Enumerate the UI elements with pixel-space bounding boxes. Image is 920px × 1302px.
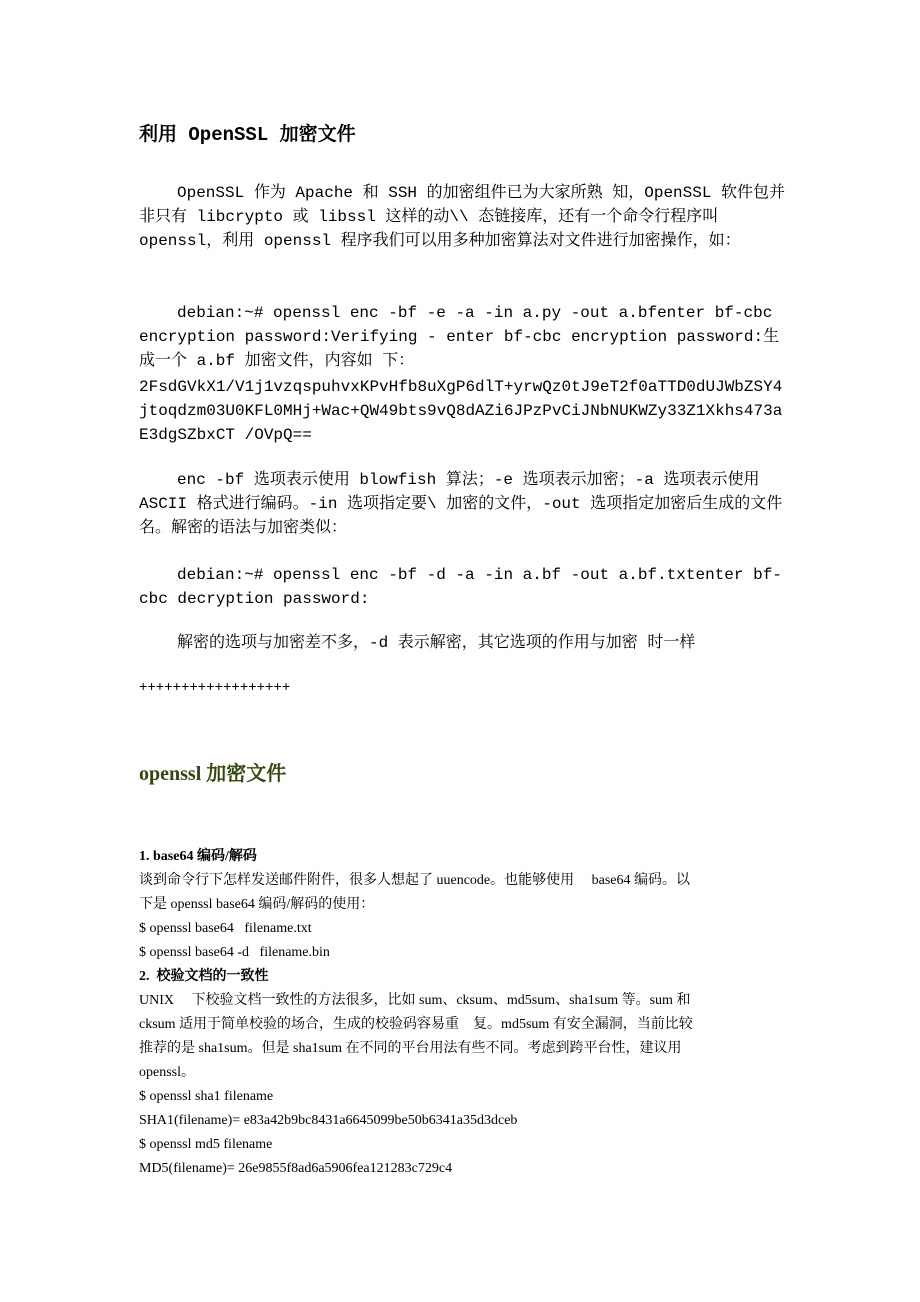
md5-output: MD5(filename)= 26e9855f8ad6a5906fea121283c729c4 bbox=[139, 1161, 453, 1176]
checksum-text-line: openssl。 bbox=[139, 1065, 195, 1080]
checksum-text-line: 推荐的是 sha1sum。但是 sha1sum 在不同的平台用法有些不同。考虑到跨平台性，建议用 bbox=[139, 1041, 682, 1056]
separator-line: ++++++++++++++++++ bbox=[139, 680, 291, 696]
section-title-openssl-encrypt: 利用 OpenSSL 加密文件 bbox=[139, 124, 356, 146]
decrypt-command-paragraph: debian:~# openssl enc -bf -d -a -in a.bf -out a.bf.txtenter bf-cbc decryption password: bbox=[139, 566, 782, 608]
section-title-openssl-files: openssl 加密文件 bbox=[139, 763, 287, 785]
sha1-command: $ openssl sha1 filename bbox=[139, 1089, 274, 1104]
base64-encode-command: $ openssl base64 filename.txt bbox=[139, 921, 312, 936]
decrypt-note-paragraph: 解密的选项与加密差不多，-d 表示解密，其它选项的作用与加密 时一样 bbox=[177, 634, 696, 652]
base64-text-line: 谈到命令行下怎样发送邮件附件，很多人想起了 uuencode。也能够使用 base64 编码。以 bbox=[139, 873, 691, 888]
cipher-text-output: 2FsdGVkX1/V1j1vzqspuhvxKPvHfb8uXgP6dlT+yrwQz0tJ9eT2f0aTTD0dUJWbZSY4jtoqdzm03U0KFL0MHj+Wac+QW49bts9vQ8dAZi6JPzPvCiJNbNUKWZy33Z1Xkhs473aE3dgSZbxCT /OVpQ== bbox=[139, 378, 783, 444]
checksum-text-line: cksum 适用于简单校验的场合，生成的校验码容易重 复。md5sum 有安全漏洞，当前比较 bbox=[139, 1017, 693, 1032]
encrypt-command-paragraph: debian:~# openssl enc -bf -e -a -in a.py -out a.bfenter bf-cbc encryption password:Verifying - enter bf-cbc encryption password:生成一个 a.bf 加密文件，内容如 下： bbox=[139, 304, 780, 370]
base64-heading: 1. base64 编码/解码 bbox=[139, 849, 257, 864]
intro-paragraph: OpenSSL 作为 Apache 和 SSH 的加密组件已为大家所熟 知，OpenSSL 软件包并非只有 libcrypto 或 libssl 这样的动\\ 态链接库，还有一个命令行程序叫 openssl，利用 openssl 程序我们可以用多种加密算法对文件进行加密操作，如： bbox=[139, 184, 786, 250]
base64-text-line: 下是 openssl base64 编码/解码的使用： bbox=[139, 897, 375, 912]
options-explanation-paragraph: enc -bf 选项表示使用 blowfish 算法；-e 选项表示加密；-a 选项表示使用 ASCII 格式进行编码。-in 选项指定要\ 加密的文件，-out 选项指定加密后生成的文件名。解密的语法与加密类似： bbox=[139, 471, 783, 537]
base64-decode-command: $ openssl base64 -d filename.bin bbox=[139, 945, 330, 960]
checksum-heading: 2. 校验文档的一致性 bbox=[139, 969, 269, 984]
checksum-text-line: UNIX 下校验文档一致性的方法很多，比如 sum、cksum、md5sum、sha1sum 等。sum 和 bbox=[139, 993, 691, 1008]
md5-command: $ openssl md5 filename bbox=[139, 1137, 273, 1152]
sha1-output: SHA1(filename)= e83a42b9bc8431a6645099be50b6341a35d3dceb bbox=[139, 1113, 518, 1128]
